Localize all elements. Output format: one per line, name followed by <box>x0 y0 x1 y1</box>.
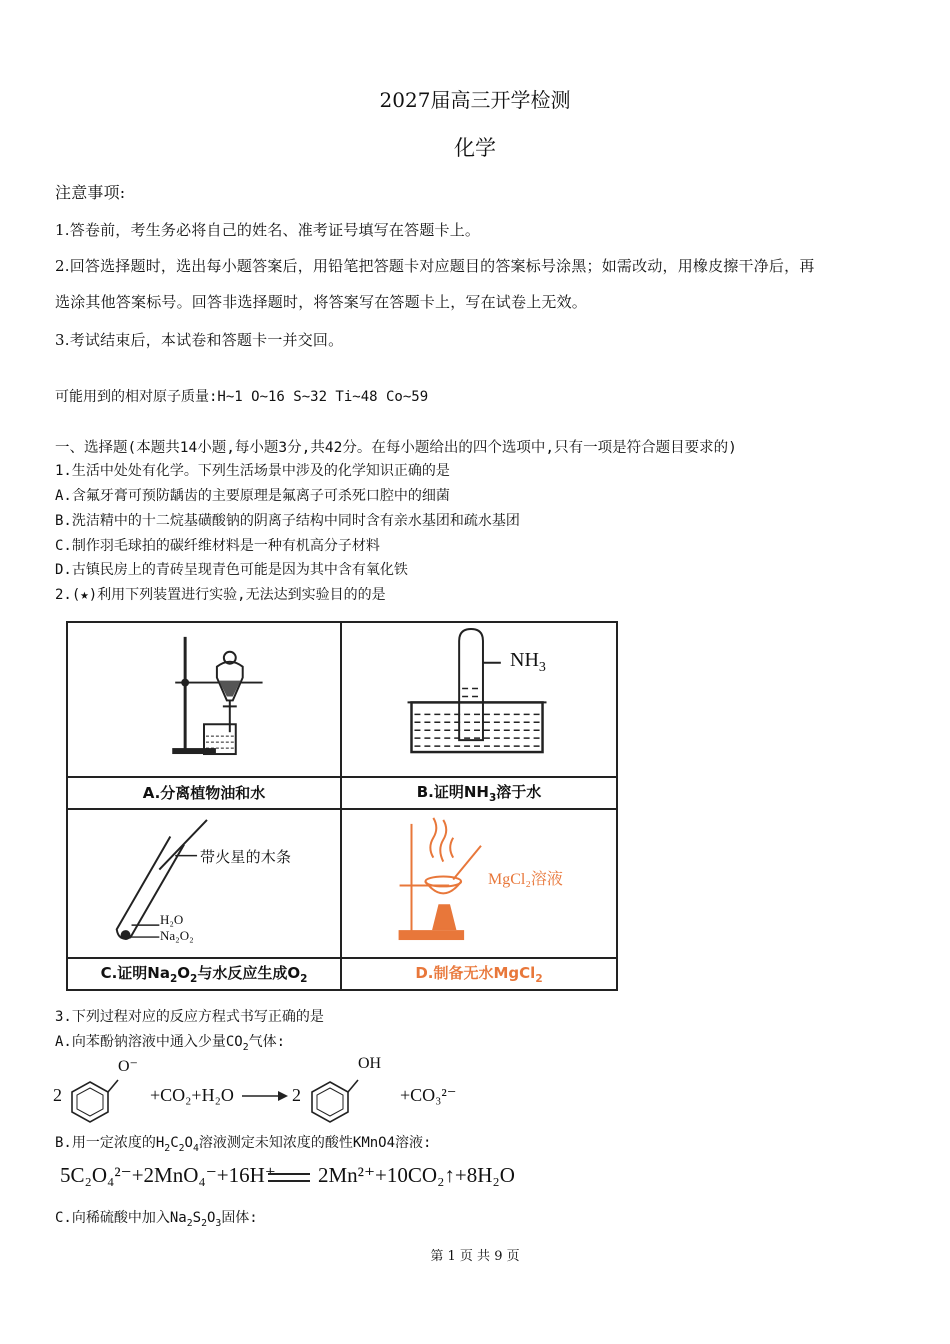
eq-b-right: 2Mn²⁺+10CO₂↑+8H₂O <box>318 1163 515 1187</box>
subject-title: 化学 <box>454 136 496 160</box>
q3-option-b-b: C <box>170 1135 179 1151</box>
caption-b-prefix: B.证明NH <box>416 783 489 802</box>
q3-option-c-s2: 2 <box>201 1217 207 1229</box>
equals-sign-icon <box>266 1170 312 1186</box>
splint-label: 带火星的木条 <box>200 847 292 866</box>
evaporation-diagram <box>342 810 616 957</box>
note-1: 1.答卷前，考生务必将自己的姓名、准考证号填写在答题卡上。 <box>55 221 481 239</box>
note-2: 2.回答选择题时，选出每小题答案后，用铅笔把答题卡对应题目的答案标号涂黑；如需改动，用橡皮擦干净后，再 <box>55 257 815 275</box>
caption-d <box>341 958 617 990</box>
section-heading: 一、选择题(本题共14小题,每小题3分,共42分。在每小题给出的四个选项中,只有一项是符合题目要求的) <box>55 440 737 456</box>
note-2-cont: 选涂其他答案标号。回答非选择题时，将答案写在答题卡上，写在试卷上无效。 <box>55 293 588 311</box>
apparatus-table <box>66 621 618 991</box>
caption-d-sub: 2 <box>535 973 543 986</box>
q1-option-c: C.制作羽毛球拍的碳纤维材料是一种有机高分子材料 <box>55 538 380 554</box>
notes-heading: 注意事项: <box>55 183 126 202</box>
exam-title: 2027届高三开学检测 <box>379 88 571 112</box>
caption-c-sub1: 2 <box>169 973 178 986</box>
eq-a-coef2: 2 <box>292 1085 301 1105</box>
caption-b <box>341 777 617 809</box>
nh3-tube-diagram <box>342 623 616 776</box>
eq-a-coef1: 2 <box>53 1085 62 1105</box>
q3-option-a-suffix: 气体: <box>248 1034 286 1050</box>
q3-option-b-s1: 2 <box>164 1142 171 1154</box>
q1-stem: 1.生活中处处有化学。下列生活场景中涉及的化学知识正确的是 <box>55 463 450 479</box>
nh3-label-sub: 3 <box>538 660 546 675</box>
q3-option-a-prefix: A.向苯酚钠溶液中通入少量CO <box>55 1034 243 1050</box>
q3-option-c-prefix: C.向稀硫酸中加入Na <box>55 1210 187 1226</box>
eq-b-left: 5C₂O₄²⁻+2MnO₄⁻+16H⁺ <box>60 1163 276 1187</box>
atomic-masses: 可能用到的相对原子质量:H~1 O~16 S~32 Ti~48 Co~59 <box>55 389 429 405</box>
q3-option-c-s3: 3 <box>215 1217 222 1229</box>
caption-c-mid2: 与水反应生成O <box>197 964 301 983</box>
apparatus-a-cell <box>67 622 341 777</box>
q3-option-b-s3: 4 <box>192 1142 199 1154</box>
q3-option-b <box>55 1132 431 1154</box>
caption-c-sub2: 2 <box>190 973 198 986</box>
eq-a-product: +CO₃²⁻ <box>400 1085 457 1105</box>
q3-stem: 3.下列过程对应的反应方程式书写正确的是 <box>55 1009 324 1025</box>
apparatus-b-cell <box>341 622 617 777</box>
q3-option-b-c: O <box>184 1135 193 1151</box>
q1-option-a: A.含氟牙膏可预防龋齿的主要原理是氟离子可杀死口腔中的细菌 <box>55 488 450 504</box>
nh3-label-text: NH <box>510 649 539 671</box>
reaction-arrow-icon <box>240 1088 290 1104</box>
apparatus-d-cell <box>341 809 617 958</box>
q3-option-c-mid: S <box>192 1210 202 1226</box>
eq-a-oh: OH <box>358 1055 382 1072</box>
mgcl2-label: MgCl₂溶液 <box>488 870 563 888</box>
separatory-funnel-diagram <box>68 623 340 776</box>
h2o-label: H₂O <box>160 911 184 927</box>
q3-option-b-d: 溶液测定未知浓度的酸性KMnO4溶液: <box>198 1135 432 1151</box>
q2-stem: 2.(★)利用下列装置进行实验,无法达到实验目的的是 <box>55 587 386 603</box>
q1-option-b: B.洗洁精中的十二烷基磺酸钠的阴离子结构中同时含有亲水基团和疏水基团 <box>55 513 520 529</box>
caption-d-prefix: D.制备无水MgCl <box>415 964 536 983</box>
caption-a: A.分离植物油和水 <box>67 777 341 809</box>
q3-option-c <box>55 1207 258 1229</box>
q3-option-a-sub: 2 <box>242 1041 249 1053</box>
q3-option-c-mid2: O <box>206 1210 216 1226</box>
q3-option-a <box>55 1031 285 1053</box>
caption-c <box>67 958 341 990</box>
phenoxide-ring-icon <box>64 1066 124 1130</box>
caption-b-sub: 3 <box>488 792 497 805</box>
caption-c-prefix: C.证明Na <box>100 964 170 983</box>
caption-b-suffix: 溶于水 <box>496 783 542 802</box>
phenol-ring-icon <box>304 1066 364 1130</box>
caption-c-mid: O <box>177 964 191 983</box>
q3-option-b-a: B.用一定浓度的H <box>55 1135 165 1151</box>
page-footer: 第 1 页 共 9 页 <box>430 1249 520 1264</box>
apparatus-c-cell <box>67 809 341 958</box>
test-tube-splint-diagram <box>68 810 340 957</box>
na2o2-label: Na₂O₂ <box>160 927 194 943</box>
q3-option-c-s1: 2 <box>186 1217 193 1229</box>
nh3-label <box>510 649 546 676</box>
eq-a-middle: +CO₂+H₂O <box>150 1085 234 1105</box>
caption-c-sub3: 2 <box>300 973 308 986</box>
note-3: 3.考试结束后，本试卷和答题卡一并交回。 <box>55 331 344 349</box>
q3-option-b-s2: 2 <box>178 1142 185 1154</box>
q1-option-d: D.古镇民房上的青砖呈现青色可能是因为其中含有氧化铁 <box>55 562 408 578</box>
eq-a-o-minus: O⁻ <box>118 1058 138 1075</box>
q3-option-c-suffix: 固体: <box>221 1210 258 1226</box>
